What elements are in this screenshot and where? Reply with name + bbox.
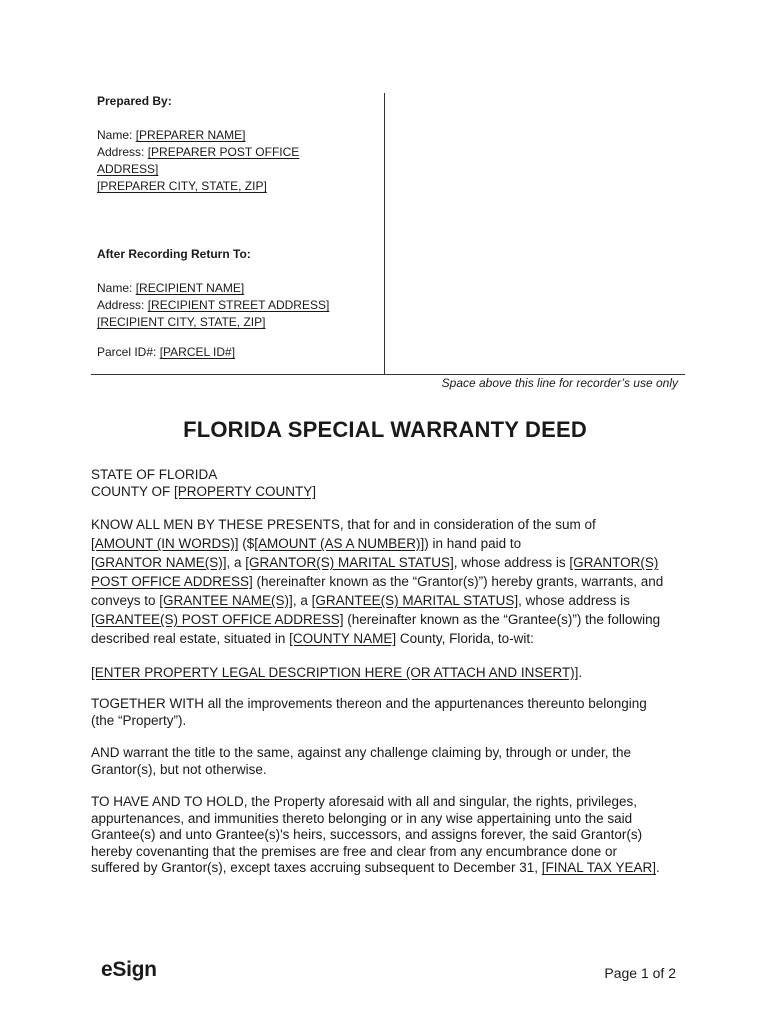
- legal-description: [ENTER PROPERTY LEGAL DESCRIPTION HERE (OR ATTACH AND INSERT)].: [91, 665, 583, 680]
- grantor-address-field[interactable]: [GRANTOR(S): [569, 555, 659, 570]
- recipient-name: Name: [RECIPIENT NAME]: [97, 281, 245, 295]
- recipient-address-field[interactable]: [RECIPIENT STREET ADDRESS]: [147, 298, 330, 312]
- state-line: STATE OF FLORIDA: [91, 467, 218, 482]
- habendum-paragraph: TO HAVE AND TO HOLD, the Property aforesaid with all and singular, the rights, privileges, appurtenances, and immunities thereto belonging or in any wise appertaining unto the said Grantee(s) and unto Grantee(s)'s heirs, successors, and assigns forever, the said Grantor(s) hereby covenanting that the premises are free and clear from any encumbrance done or suffered by Grantor(s), except taxes accruing subsequent to December 31, [FINAL TAX YEAR].: [91, 794, 660, 876]
- warranty-paragraph: AND warrant the title to the same, against any challenge claiming by, through or under, the Grantor(s), but not otherwise.: [91, 745, 632, 777]
- preparer-name-field[interactable]: [PREPARER NAME]: [135, 128, 246, 142]
- grantee-marital-field[interactable]: [GRANTEE(S) MARITAL STATUS]: [311, 593, 519, 608]
- esign-logo: eSign: [101, 958, 157, 981]
- document-title: FLORIDA SPECIAL WARRANTY DEED: [183, 417, 587, 442]
- recipient-city: [97, 314, 265, 331]
- amount-words-field[interactable]: [AMOUNT (IN WORDS)]: [91, 536, 239, 551]
- preparer-address-field[interactable]: [PREPARER POST OFFICE: [147, 145, 300, 159]
- recorder-divider: [91, 374, 685, 375]
- legal-description-field[interactable]: [ENTER PROPERTY LEGAL DESCRIPTION HERE (OR ATTACH AND INSERT)]: [91, 665, 579, 680]
- grantor-name-field[interactable]: [GRANTOR NAME(S)]: [91, 555, 227, 570]
- conveyance-paragraph: KNOW ALL MEN BY THESE PRESENTS, that for and in consideration of the sum of [AMOUNT (IN WORDS)] ($[AMOUNT (AS A NUMBER)]) in hand paid to [GRANTOR NAME(S)], a [GRANTOR(S) MARITAL STATUS], whose address is [GRANTOR(S) POST OFFICE ADDRESS] (hereinafter known as the “Grantor(s)”) hereby grants, warrants, and conveys to [GRANTEE NAME(S)], a [GRANTEE(S) MARITAL STATUS], whose address is [GRANTEE(S) POST OFFICE ADDRESS] (hereinafter known as the “Grantee(s)”) the following described real estate, situated in [COUNTY NAME] County, Florida, to-wit:: [91, 517, 664, 646]
- together-with-paragraph: TOGETHER WITH all the improvements thereon and the appurtenances thereunto belonging (the “Property”).: [91, 696, 647, 728]
- parcel-id: Parcel ID#: [PARCEL ID#]: [97, 345, 236, 359]
- state-county-block: [91, 467, 683, 500]
- preparer-address-field-cont[interactable]: ADDRESS]: [97, 162, 159, 176]
- amount-number-field[interactable]: [AMOUNT (AS A NUMBER)]: [254, 536, 425, 551]
- page-number: Page 1 of 2: [604, 965, 676, 981]
- grantor-address-field-cont[interactable]: POST OFFICE ADDRESS]: [91, 574, 253, 589]
- preparer-address: Address: [PREPARER POST OFFICE: [97, 145, 300, 159]
- preparer-city: [97, 178, 267, 195]
- county-name-field[interactable]: [COUNTY NAME]: [289, 631, 397, 646]
- prepared-by-heading: Prepared By:: [97, 94, 172, 108]
- county-line: COUNTY OF [PROPERTY COUNTY]: [91, 483, 317, 499]
- recipient-address: Address: [RECIPIENT STREET ADDRESS]: [97, 298, 330, 312]
- grantor-marital-field[interactable]: [GRANTOR(S) MARITAL STATUS]: [245, 555, 454, 570]
- recipient-city-field[interactable]: [RECIPIENT CITY, STATE, ZIP]: [97, 315, 266, 329]
- final-tax-year-field[interactable]: [FINAL TAX YEAR]: [541, 860, 657, 876]
- preparer-city-field[interactable]: [PREPARER CITY, STATE, ZIP]: [97, 179, 267, 193]
- preparer-name: Name: [PREPARER NAME]: [97, 128, 246, 142]
- grantee-address-field[interactable]: [GRANTEE(S) POST OFFICE ADDRESS]: [91, 612, 344, 627]
- parcel-id-field[interactable]: [PARCEL ID#]: [159, 345, 236, 359]
- recipient-name-field[interactable]: [RECIPIENT NAME]: [135, 281, 245, 295]
- recorder-note: Space above this line for recorder’s use only: [441, 376, 678, 390]
- property-county-field[interactable]: [PROPERTY COUNTY]: [174, 483, 317, 499]
- grantee-name-field[interactable]: [GRANTEE NAME(S)]: [159, 593, 293, 608]
- preparer-address-cont: [97, 161, 158, 178]
- return-to-heading: After Recording Return To:: [97, 247, 251, 261]
